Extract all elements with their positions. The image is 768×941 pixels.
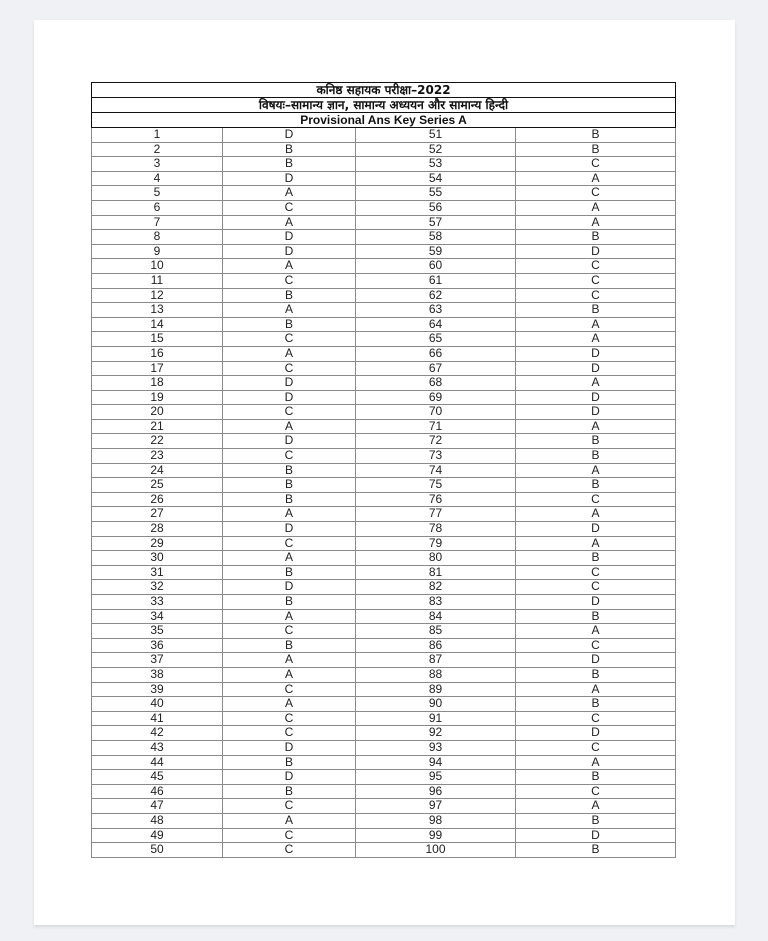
answer-option: C bbox=[516, 157, 676, 172]
answer-option: A bbox=[223, 419, 356, 434]
question-number: 58 bbox=[356, 230, 516, 245]
answer-option: C bbox=[223, 711, 356, 726]
question-number: 88 bbox=[356, 667, 516, 682]
answer-option: A bbox=[516, 624, 676, 639]
answer-option: B bbox=[516, 449, 676, 464]
question-number: 71 bbox=[356, 419, 516, 434]
question-number: 51 bbox=[356, 128, 516, 143]
question-number: 82 bbox=[356, 580, 516, 595]
question-number: 77 bbox=[356, 507, 516, 522]
question-number: 9 bbox=[92, 244, 223, 259]
table-row bbox=[92, 609, 676, 624]
question-number: 23 bbox=[92, 449, 223, 464]
table-row bbox=[92, 361, 676, 376]
answer-option: D bbox=[516, 595, 676, 610]
answer-option: A bbox=[223, 346, 356, 361]
question-number: 62 bbox=[356, 288, 516, 303]
table-row bbox=[92, 624, 676, 639]
answer-option: C bbox=[223, 449, 356, 464]
question-number: 90 bbox=[356, 697, 516, 712]
answer-option: C bbox=[516, 784, 676, 799]
question-number: 64 bbox=[356, 317, 516, 332]
question-number: 27 bbox=[92, 507, 223, 522]
question-number: 94 bbox=[356, 755, 516, 770]
answer-option: C bbox=[223, 361, 356, 376]
answer-option: B bbox=[223, 638, 356, 653]
answer-option: A bbox=[516, 507, 676, 522]
table-row bbox=[92, 740, 676, 755]
table-row bbox=[92, 171, 676, 186]
answer-option: A bbox=[223, 653, 356, 668]
question-number: 38 bbox=[92, 667, 223, 682]
answer-option: D bbox=[223, 171, 356, 186]
question-number: 92 bbox=[356, 726, 516, 741]
question-number: 34 bbox=[92, 609, 223, 624]
table-row bbox=[92, 259, 676, 274]
subject-title: विषयः–सामान्य ज्ञान, सामान्य अध्ययन और सामान्य हिन्दी bbox=[92, 98, 676, 113]
table-row bbox=[92, 755, 676, 770]
answer-option: B bbox=[223, 595, 356, 610]
answer-option: D bbox=[223, 770, 356, 785]
header-row-exam-title bbox=[92, 83, 676, 98]
answer-option: C bbox=[516, 711, 676, 726]
question-number: 5 bbox=[92, 186, 223, 201]
answer-option: A bbox=[516, 200, 676, 215]
answer-option: B bbox=[223, 288, 356, 303]
answer-option: D bbox=[223, 390, 356, 405]
answer-option: D bbox=[516, 390, 676, 405]
answer-option: C bbox=[516, 186, 676, 201]
question-number: 93 bbox=[356, 740, 516, 755]
question-number: 89 bbox=[356, 682, 516, 697]
question-number: 60 bbox=[356, 259, 516, 274]
exam-title: कनिष्ठ सहायक परीक्षा–2022 bbox=[92, 83, 676, 98]
question-number: 7 bbox=[92, 215, 223, 230]
header-row-subject bbox=[92, 98, 676, 113]
answer-option: A bbox=[223, 507, 356, 522]
answer-option: A bbox=[516, 332, 676, 347]
question-number: 55 bbox=[356, 186, 516, 201]
question-number: 4 bbox=[92, 171, 223, 186]
question-number: 97 bbox=[356, 799, 516, 814]
answer-option: A bbox=[516, 376, 676, 391]
answer-option: A bbox=[223, 551, 356, 566]
table-row bbox=[92, 419, 676, 434]
question-number: 87 bbox=[356, 653, 516, 668]
question-number: 19 bbox=[92, 390, 223, 405]
table-row bbox=[92, 726, 676, 741]
table-row bbox=[92, 843, 676, 858]
question-number: 17 bbox=[92, 361, 223, 376]
answer-option: D bbox=[516, 405, 676, 420]
table-row bbox=[92, 128, 676, 143]
question-number: 84 bbox=[356, 609, 516, 624]
answer-option: B bbox=[516, 230, 676, 245]
answer-option: C bbox=[516, 580, 676, 595]
answer-key-table bbox=[91, 82, 676, 858]
question-number: 21 bbox=[92, 419, 223, 434]
answer-option: A bbox=[223, 609, 356, 624]
question-number: 98 bbox=[356, 813, 516, 828]
answer-option: C bbox=[516, 638, 676, 653]
question-number: 74 bbox=[356, 463, 516, 478]
answer-option: D bbox=[223, 434, 356, 449]
question-number: 69 bbox=[356, 390, 516, 405]
answer-option: B bbox=[516, 434, 676, 449]
answer-option: C bbox=[516, 273, 676, 288]
question-number: 63 bbox=[356, 303, 516, 318]
answer-option: B bbox=[516, 843, 676, 858]
question-number: 12 bbox=[92, 288, 223, 303]
table-row bbox=[92, 244, 676, 259]
answer-option: B bbox=[516, 128, 676, 143]
table-row bbox=[92, 580, 676, 595]
table-row bbox=[92, 828, 676, 843]
question-number: 39 bbox=[92, 682, 223, 697]
answer-option: A bbox=[516, 536, 676, 551]
answer-option: A bbox=[223, 215, 356, 230]
table-row bbox=[92, 492, 676, 507]
answer-option: B bbox=[516, 770, 676, 785]
table-row bbox=[92, 273, 676, 288]
answer-option: C bbox=[516, 492, 676, 507]
answer-option: B bbox=[516, 697, 676, 712]
question-number: 44 bbox=[92, 755, 223, 770]
answer-option: A bbox=[223, 259, 356, 274]
table-row bbox=[92, 565, 676, 580]
question-number: 70 bbox=[356, 405, 516, 420]
answer-option: C bbox=[223, 726, 356, 741]
table-row bbox=[92, 638, 676, 653]
question-number: 68 bbox=[356, 376, 516, 391]
question-number: 85 bbox=[356, 624, 516, 639]
answer-option: A bbox=[223, 186, 356, 201]
table-row bbox=[92, 332, 676, 347]
question-number: 83 bbox=[356, 595, 516, 610]
question-number: 67 bbox=[356, 361, 516, 376]
question-number: 30 bbox=[92, 551, 223, 566]
answer-option: A bbox=[516, 463, 676, 478]
answer-option: C bbox=[223, 624, 356, 639]
table-row bbox=[92, 711, 676, 726]
answer-option: D bbox=[516, 244, 676, 259]
answer-option: B bbox=[223, 492, 356, 507]
question-number: 42 bbox=[92, 726, 223, 741]
answer-option: C bbox=[516, 259, 676, 274]
question-number: 99 bbox=[356, 828, 516, 843]
table-row bbox=[92, 288, 676, 303]
table-row bbox=[92, 595, 676, 610]
table-row bbox=[92, 799, 676, 814]
answer-option: C bbox=[223, 843, 356, 858]
answer-option: D bbox=[516, 653, 676, 668]
table-row bbox=[92, 770, 676, 785]
table-row bbox=[92, 390, 676, 405]
answer-option: D bbox=[223, 244, 356, 259]
answer-option: A bbox=[516, 317, 676, 332]
question-number: 35 bbox=[92, 624, 223, 639]
document-page bbox=[34, 20, 735, 925]
question-number: 1 bbox=[92, 128, 223, 143]
answer-option: B bbox=[223, 463, 356, 478]
answer-option: A bbox=[516, 755, 676, 770]
table-row bbox=[92, 463, 676, 478]
question-number: 78 bbox=[356, 522, 516, 537]
question-number: 86 bbox=[356, 638, 516, 653]
question-number: 37 bbox=[92, 653, 223, 668]
question-number: 95 bbox=[356, 770, 516, 785]
answer-option: D bbox=[516, 522, 676, 537]
table-row bbox=[92, 784, 676, 799]
question-number: 81 bbox=[356, 565, 516, 580]
question-number: 2 bbox=[92, 142, 223, 157]
question-number: 59 bbox=[356, 244, 516, 259]
answer-key-body bbox=[92, 83, 676, 858]
table-row bbox=[92, 346, 676, 361]
question-number: 13 bbox=[92, 303, 223, 318]
table-row bbox=[92, 157, 676, 172]
question-number: 48 bbox=[92, 813, 223, 828]
answer-option: C bbox=[223, 828, 356, 843]
answer-option: D bbox=[223, 376, 356, 391]
question-number: 24 bbox=[92, 463, 223, 478]
answer-option: C bbox=[223, 682, 356, 697]
table-row bbox=[92, 215, 676, 230]
answer-option: D bbox=[516, 361, 676, 376]
answer-option: C bbox=[223, 273, 356, 288]
question-number: 50 bbox=[92, 843, 223, 858]
table-row bbox=[92, 667, 676, 682]
question-number: 56 bbox=[356, 200, 516, 215]
table-row bbox=[92, 536, 676, 551]
question-number: 72 bbox=[356, 434, 516, 449]
answer-option: D bbox=[516, 346, 676, 361]
question-number: 31 bbox=[92, 565, 223, 580]
answer-option: B bbox=[223, 317, 356, 332]
answer-option: C bbox=[223, 200, 356, 215]
answer-option: C bbox=[516, 288, 676, 303]
answer-option: B bbox=[516, 551, 676, 566]
question-number: 6 bbox=[92, 200, 223, 215]
question-number: 47 bbox=[92, 799, 223, 814]
answer-option: A bbox=[516, 799, 676, 814]
table-row bbox=[92, 507, 676, 522]
table-row bbox=[92, 478, 676, 493]
answer-option: D bbox=[516, 726, 676, 741]
question-number: 45 bbox=[92, 770, 223, 785]
answer-option: B bbox=[516, 667, 676, 682]
answer-option: D bbox=[223, 128, 356, 143]
answer-option: D bbox=[223, 230, 356, 245]
answer-option: D bbox=[223, 580, 356, 595]
question-number: 26 bbox=[92, 492, 223, 507]
answer-option: C bbox=[223, 799, 356, 814]
question-number: 10 bbox=[92, 259, 223, 274]
question-number: 29 bbox=[92, 536, 223, 551]
question-number: 75 bbox=[356, 478, 516, 493]
table-row bbox=[92, 551, 676, 566]
table-row bbox=[92, 186, 676, 201]
question-number: 41 bbox=[92, 711, 223, 726]
answer-option: A bbox=[223, 667, 356, 682]
question-number: 57 bbox=[356, 215, 516, 230]
question-number: 53 bbox=[356, 157, 516, 172]
question-number: 20 bbox=[92, 405, 223, 420]
question-number: 15 bbox=[92, 332, 223, 347]
answer-option: D bbox=[223, 740, 356, 755]
question-number: 14 bbox=[92, 317, 223, 332]
table-row bbox=[92, 405, 676, 420]
table-row bbox=[92, 813, 676, 828]
question-number: 46 bbox=[92, 784, 223, 799]
answer-option: A bbox=[516, 682, 676, 697]
question-number: 96 bbox=[356, 784, 516, 799]
question-number: 25 bbox=[92, 478, 223, 493]
question-number: 52 bbox=[356, 142, 516, 157]
answer-option: B bbox=[223, 784, 356, 799]
question-number: 32 bbox=[92, 580, 223, 595]
header-row-series bbox=[92, 113, 676, 128]
answer-option: C bbox=[516, 740, 676, 755]
answer-option: C bbox=[223, 332, 356, 347]
table-row bbox=[92, 230, 676, 245]
question-number: 36 bbox=[92, 638, 223, 653]
question-number: 40 bbox=[92, 697, 223, 712]
answer-option: A bbox=[516, 215, 676, 230]
answer-option: B bbox=[223, 478, 356, 493]
question-number: 61 bbox=[356, 273, 516, 288]
table-row bbox=[92, 376, 676, 391]
answer-option: A bbox=[223, 813, 356, 828]
table-row bbox=[92, 522, 676, 537]
table-row bbox=[92, 682, 676, 697]
table-row bbox=[92, 697, 676, 712]
question-number: 43 bbox=[92, 740, 223, 755]
question-number: 22 bbox=[92, 434, 223, 449]
question-number: 73 bbox=[356, 449, 516, 464]
question-number: 16 bbox=[92, 346, 223, 361]
table-row bbox=[92, 449, 676, 464]
answer-option: B bbox=[223, 157, 356, 172]
question-number: 11 bbox=[92, 273, 223, 288]
question-number: 91 bbox=[356, 711, 516, 726]
answer-option: D bbox=[516, 828, 676, 843]
question-number: 54 bbox=[356, 171, 516, 186]
answer-option: C bbox=[516, 565, 676, 580]
question-number: 76 bbox=[356, 492, 516, 507]
question-number: 79 bbox=[356, 536, 516, 551]
answer-option: A bbox=[516, 171, 676, 186]
answer-option: B bbox=[516, 303, 676, 318]
answer-option: B bbox=[223, 565, 356, 580]
answer-option: B bbox=[223, 142, 356, 157]
answer-option: B bbox=[516, 142, 676, 157]
question-number: 3 bbox=[92, 157, 223, 172]
answer-option: A bbox=[223, 697, 356, 712]
question-number: 18 bbox=[92, 376, 223, 391]
answer-option: D bbox=[223, 522, 356, 537]
table-row bbox=[92, 653, 676, 668]
answer-option: C bbox=[223, 405, 356, 420]
question-number: 65 bbox=[356, 332, 516, 347]
table-row bbox=[92, 434, 676, 449]
table-row bbox=[92, 200, 676, 215]
question-number: 8 bbox=[92, 230, 223, 245]
question-number: 28 bbox=[92, 522, 223, 537]
answer-option: B bbox=[516, 609, 676, 624]
answer-option: A bbox=[516, 419, 676, 434]
question-number: 80 bbox=[356, 551, 516, 566]
question-number: 100 bbox=[356, 843, 516, 858]
table-row bbox=[92, 303, 676, 318]
question-number: 33 bbox=[92, 595, 223, 610]
table-row bbox=[92, 317, 676, 332]
answer-option: A bbox=[223, 303, 356, 318]
series-title: Provisional Ans Key Series A bbox=[92, 113, 676, 128]
question-number: 66 bbox=[356, 346, 516, 361]
table-row bbox=[92, 142, 676, 157]
answer-option: B bbox=[516, 813, 676, 828]
answer-option: B bbox=[516, 478, 676, 493]
question-number: 49 bbox=[92, 828, 223, 843]
answer-option: B bbox=[223, 755, 356, 770]
answer-option: C bbox=[223, 536, 356, 551]
